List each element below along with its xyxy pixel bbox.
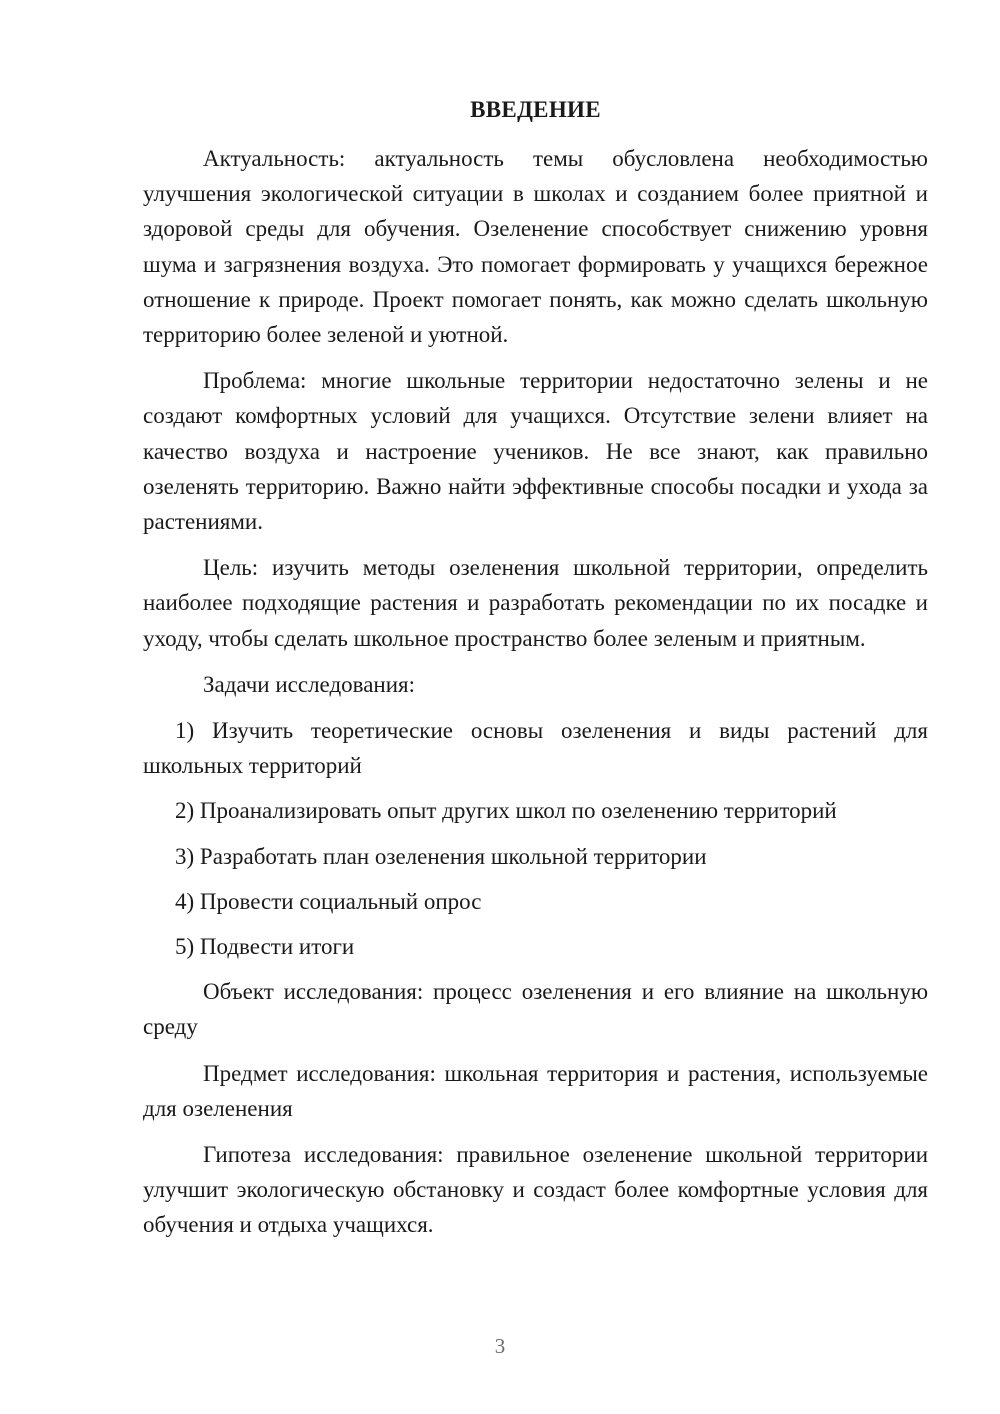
problem-paragraph: Проблема: многие школьные территории недостаточно зелены и не создают комфортных условий для учащихся. Отсутствие зелени влияет на качество воздуха и настроение учеников. Не все знают, как правильно озеленять территорию. Важно найти эффективные способы посадки и ухода за растениями.: [143, 368, 928, 535]
task-item-2: 2) Проанализировать опыт других школ по озеленению территорий: [175, 798, 837, 824]
page-number: 3: [494, 1334, 506, 1358]
hypothesis-paragraph: Гипотеза исследования: правильное озеленение школьной территории улучшит экологическую обстановку и создаст более комфортные условия для обучения и отдыха учащихся.: [143, 1142, 928, 1238]
task-item-1: 1) Изучить теоретические основы озеленения и виды растений для школьных территорий: [143, 718, 928, 779]
page-content: [143, 92, 928, 1243]
task-item-4: 4) Провести социальный опрос: [175, 888, 482, 914]
object-paragraph: Объект исследования: процесс озеленения и его влияние на школьную среду: [143, 979, 928, 1040]
goal-paragraph: Цель: изучить методы озеленения школьной территории, определить наиболее подходящие растения и разработать рекомендации по их посадке и уходу, чтобы сделать школьное пространство более зеленым и приятным.: [143, 555, 928, 651]
tasks-heading: Задачи исследования:: [203, 671, 416, 697]
relevance-paragraph: Актуальность: актуальность темы обусловлена необходимостью улучшения экологической ситуации в школах и созданием более приятной и здоровой среды для обучения. Озеленение способствует снижению уровня шума и загрязнения воздуха. Это помогает формировать у учащихся бережное отношение к природе. Проект помогает понять, как можно сделать школьную территорию более зеленой и уютной.: [143, 146, 928, 348]
task-item-5: 5) Подвести итоги: [175, 934, 355, 960]
section-heading: ВВЕДЕНИЕ: [470, 97, 601, 122]
subject-paragraph: Предмет исследования: школьная территория и растения, используемые для озеленения: [143, 1060, 928, 1121]
task-item-3: 3) Разработать план озеленения школьной территории: [175, 843, 707, 869]
